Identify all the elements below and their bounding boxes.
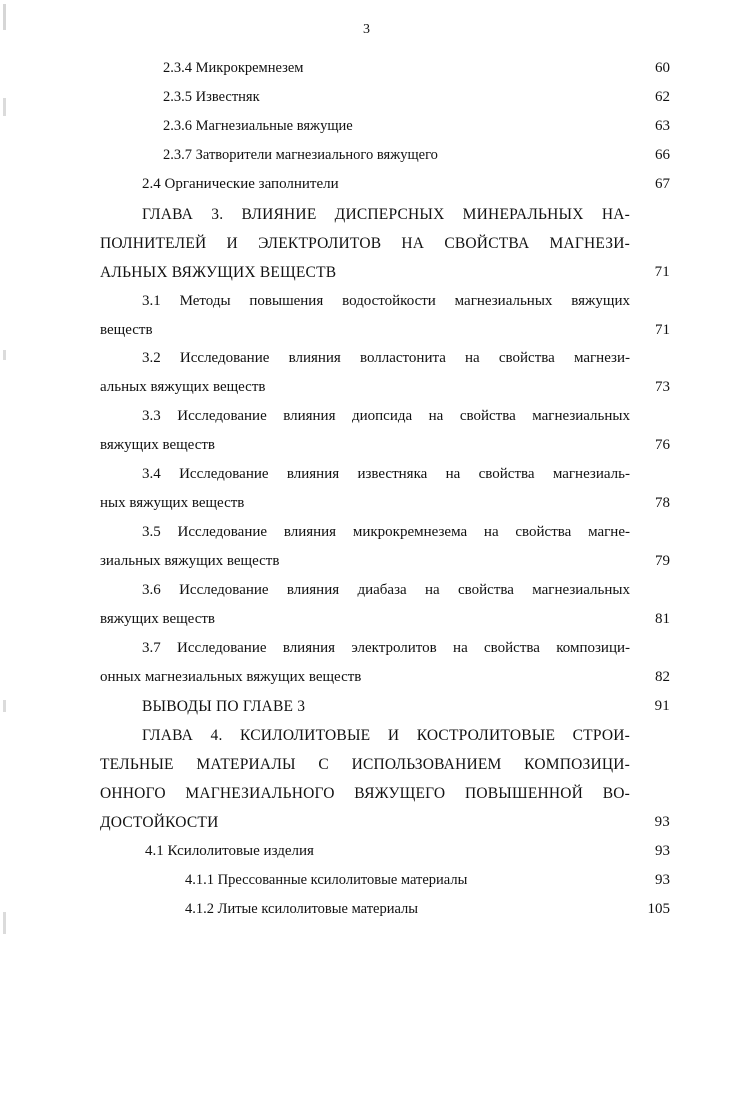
toc-entry-title-line: альных вяжущих веществ [100, 379, 266, 395]
toc-entry-page: 78 [655, 495, 670, 511]
toc-entry-4-1 [0, 843, 733, 867]
toc-entry-page: 71 [655, 322, 670, 338]
toc-entry-title-line: веществ [100, 322, 153, 338]
toc-entry-title-line: ГЛАВА 3. ВЛИЯНИЕ ДИСПЕРСНЫХ МИНЕРАЛЬНЫХ НА- [142, 206, 630, 223]
scan-artifact [3, 350, 6, 360]
scan-artifact [3, 700, 6, 712]
toc-entry-page: 93 [654, 814, 670, 830]
toc-entry-4-1-2 [0, 901, 733, 925]
toc-entry-title: 2.3.5 Известняк [163, 89, 260, 105]
toc-entry-page: 67 [655, 176, 670, 192]
toc-entry-title: 4.1.1 Прессованные ксилолитовые материалы [185, 872, 468, 888]
toc-entry-title-line: ных вяжущих веществ [100, 495, 245, 511]
toc-entry-2-3-6 [0, 118, 733, 142]
toc-entry-page: 71 [654, 264, 670, 280]
toc-entry-title-line: вяжущих веществ [100, 437, 216, 453]
toc-entry-title-line: 3.1 Методы повышения водостойкости магнезиальных вяжущих [142, 293, 630, 309]
toc-entry-title: 4.1.2 Литые ксилолитовые материалы [185, 901, 419, 917]
toc-entry-page: 62 [655, 89, 670, 105]
toc-entry-title-line: вяжущих веществ [100, 611, 216, 627]
page-number: 3 [363, 22, 370, 37]
toc-entry-page: 91 [654, 698, 670, 714]
toc-entry-page: 82 [655, 669, 670, 685]
toc-entry-title-line: ОННОГО МАГНЕЗИАЛЬНОГО ВЯЖУЩЕГО ПОВЫШЕННОЙ ВО- [100, 785, 630, 802]
toc-entry-page: 93 [655, 872, 670, 888]
toc-entry-2-4 [0, 176, 733, 200]
toc-entry-title-line: ГЛАВА 4. КСИЛОЛИТОВЫЕ И КОСТРОЛИТОВЫЕ СТРОИ- [142, 727, 630, 744]
toc-entry-page: 73 [655, 379, 670, 395]
toc-entry-page: 81 [655, 611, 670, 627]
toc-entry-title: 2.3.7 Затворители магнезиального вяжущего [163, 147, 438, 163]
toc-entry-4-1-1 [0, 872, 733, 896]
toc-entry-title-line: зиальных вяжущих веществ [100, 553, 280, 569]
toc-entry-title-line: ТЕЛЬНЫЕ МАТЕРИАЛЫ С ИСПОЛЬЗОВАНИЕМ КОМПОЗИЦИ- [100, 756, 630, 773]
toc-entry-conclusions-chapter-3 [0, 698, 733, 722]
toc-entry-title: 2.3.4 Микрокремнезем [163, 60, 304, 76]
toc-entry-title-line: онных магнезиальных вяжущих веществ [100, 669, 362, 685]
toc-entry-page: 66 [655, 147, 670, 163]
toc-entry-title-line: АЛЬНЫХ ВЯЖУЩИХ ВЕЩЕСТВ [100, 264, 337, 281]
toc-entry-2-3-4 [0, 60, 733, 84]
toc-entry-2-3-7 [0, 147, 733, 171]
toc-entry-title: ВЫВОДЫ ПО ГЛАВЕ 3 [142, 698, 306, 715]
toc-entry-page: 60 [655, 60, 670, 76]
toc-entry-title-line: 3.2 Исследование влияния волластонита на свойства магнези- [142, 350, 630, 366]
toc-entry-page: 105 [647, 901, 670, 917]
toc-entry-title-line: 3.6 Исследование влияния диабаза на свойства магнезиальных [142, 582, 630, 598]
scan-artifact [3, 98, 6, 116]
toc-entry-title: 2.4 Органические заполнители [142, 176, 339, 192]
toc-entry-2-3-5 [0, 89, 733, 113]
toc-entry-title-line: ПОЛНИТЕЛЕЙ И ЭЛЕКТРОЛИТОВ НА СВОЙСТВА МАГНЕЗИ- [100, 235, 630, 252]
toc-entry-title-line: 3.3 Исследование влияния диопсида на свойства магнезиальных [142, 408, 630, 424]
toc-entry-title: 4.1 Ксилолитовые изделия [145, 843, 314, 859]
toc-entry-page: 93 [655, 843, 670, 859]
toc-entry-title-line: 3.7 Исследование влияния электролитов на свойства композици- [142, 640, 630, 656]
toc-entry-title-line: 3.5 Исследование влияния микрокремнезема на свойства магне- [142, 524, 630, 540]
toc-entry-page: 63 [655, 118, 670, 134]
toc-entry-page: 76 [655, 437, 670, 453]
scan-artifact [3, 4, 6, 30]
toc-entry-title-line: ДОСТОЙКОСТИ [100, 814, 219, 831]
scan-artifact [3, 912, 6, 934]
toc-entry-page: 79 [655, 553, 670, 569]
toc-entry-title-line: 3.4 Исследование влияния известняка на свойства магнезиаль- [142, 466, 630, 482]
toc-entry-title: 2.3.6 Магнезиальные вяжущие [163, 118, 353, 134]
